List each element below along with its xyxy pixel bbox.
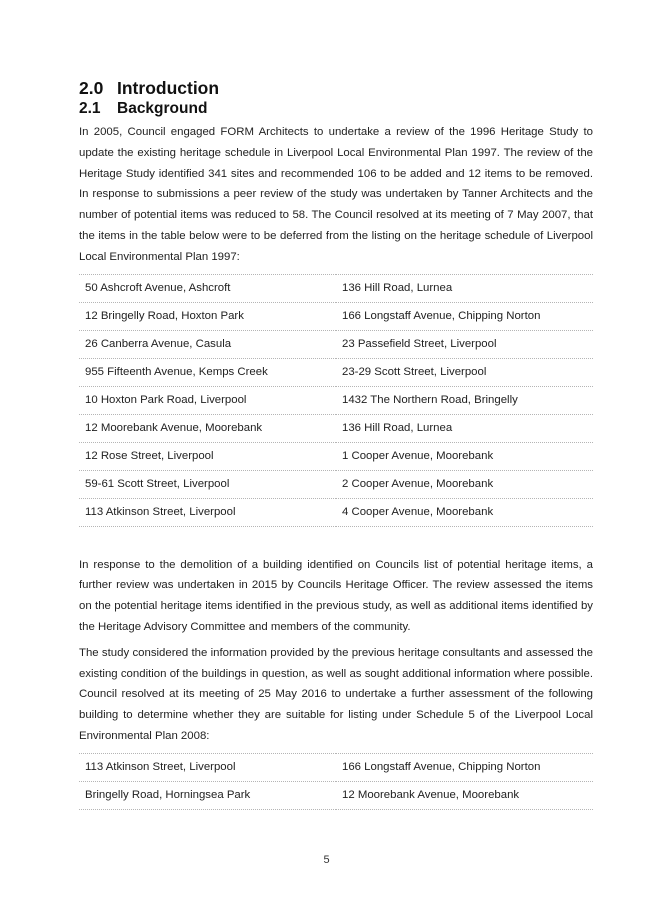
table-cell: 4 Cooper Avenue, Moorebank bbox=[336, 498, 593, 526]
subsection-heading bbox=[79, 99, 593, 118]
table-cell: 23-29 Scott Street, Liverpool bbox=[336, 358, 593, 386]
table-cell: 23 Passefield Street, Liverpool bbox=[336, 330, 593, 358]
table-cell: 26 Canberra Avenue, Casula bbox=[79, 330, 336, 358]
table-row bbox=[79, 274, 593, 302]
subsection-number: 2.1 bbox=[79, 100, 101, 117]
table-cell: 12 Moorebank Avenue, Moorebank bbox=[336, 781, 593, 809]
table-cell: 2 Cooper Avenue, Moorebank bbox=[336, 470, 593, 498]
table-cell: 113 Atkinson Street, Liverpool bbox=[79, 498, 336, 526]
table-row bbox=[79, 753, 593, 781]
background-paragraph-3: The study considered the information provided by the previous heritage consultants and assessed the existing condition of the buildings in question, as well as sought additional information where possible. Council resolved at its meeting of 25 May 2016 to undertake a further assessment of the following building to determine whether they are suitable for listing under Schedule 5 of the Liverpool Local Environmental Plan 2008: bbox=[79, 646, 593, 742]
background-paragraph-1: In 2005, Council engaged FORM Architects to undertake a review of the 1996 Heritage Study to update the existing heritage schedule in Liverpool Local Environmental Plan 1997. The review of the Heritage Study identified 341 sites and recommended 106 to be added and 12 items to be removed. In response to submissions a peer review of the study was undertaken by Tanner Architects and the number of potential items was reduced to 58. The Council resolved at its meeting of 7 May 2007, that the items in the table below were to be deferred from the listing on the heritage schedule of Liverpool Local Environmental Plan 1997: bbox=[79, 126, 593, 263]
table-cell: 12 Rose Street, Liverpool bbox=[79, 442, 336, 470]
table-cell: 166 Longstaff Avenue, Chipping Norton bbox=[336, 302, 593, 330]
deferred-items-table bbox=[79, 274, 593, 527]
table-cell: 1 Cooper Avenue, Moorebank bbox=[336, 442, 593, 470]
document-page bbox=[79, 78, 593, 810]
table-cell: 50 Ashcroft Avenue, Ashcroft bbox=[79, 274, 336, 302]
table-cell: 166 Longstaff Avenue, Chipping Norton bbox=[336, 753, 593, 781]
table-row bbox=[79, 442, 593, 470]
table-row bbox=[79, 330, 593, 358]
table-cell: 12 Moorebank Avenue, Moorebank bbox=[79, 414, 336, 442]
table-cell: Bringelly Road, Horningsea Park bbox=[79, 781, 336, 809]
table-cell: 10 Hoxton Park Road, Liverpool bbox=[79, 386, 336, 414]
section-heading bbox=[79, 78, 593, 99]
subsection-title: Background bbox=[117, 100, 208, 117]
table-row bbox=[79, 781, 593, 809]
table-cell: 12 Bringelly Road, Hoxton Park bbox=[79, 302, 336, 330]
table-row bbox=[79, 498, 593, 526]
table-cell: 136 Hill Road, Lurnea bbox=[336, 414, 593, 442]
section-title: Introduction bbox=[117, 78, 220, 98]
table-row bbox=[79, 414, 593, 442]
further-assessment-table bbox=[79, 753, 593, 810]
table-cell: 59-61 Scott Street, Liverpool bbox=[79, 470, 336, 498]
table-row bbox=[79, 470, 593, 498]
table-cell: 136 Hill Road, Lurnea bbox=[336, 274, 593, 302]
table-row bbox=[79, 386, 593, 414]
table-row bbox=[79, 358, 593, 386]
table-row bbox=[79, 302, 593, 330]
section-number: 2.0 bbox=[79, 78, 104, 98]
table-cell: 955 Fifteenth Avenue, Kemps Creek bbox=[79, 358, 336, 386]
table-cell: 113 Atkinson Street, Liverpool bbox=[79, 753, 336, 781]
background-paragraph-2: In response to the demolition of a building identified on Councils list of potential heritage items, a further review was undertaken in 2015 by Councils Heritage Officer. The review assessed the items on the potential heritage items identified in the previous study, as well as additional items identified by the Heritage Advisory Committee and members of the community. bbox=[79, 558, 593, 633]
page-number: 5 bbox=[323, 854, 330, 866]
table-cell: 1432 The Northern Road, Bringelly bbox=[336, 386, 593, 414]
